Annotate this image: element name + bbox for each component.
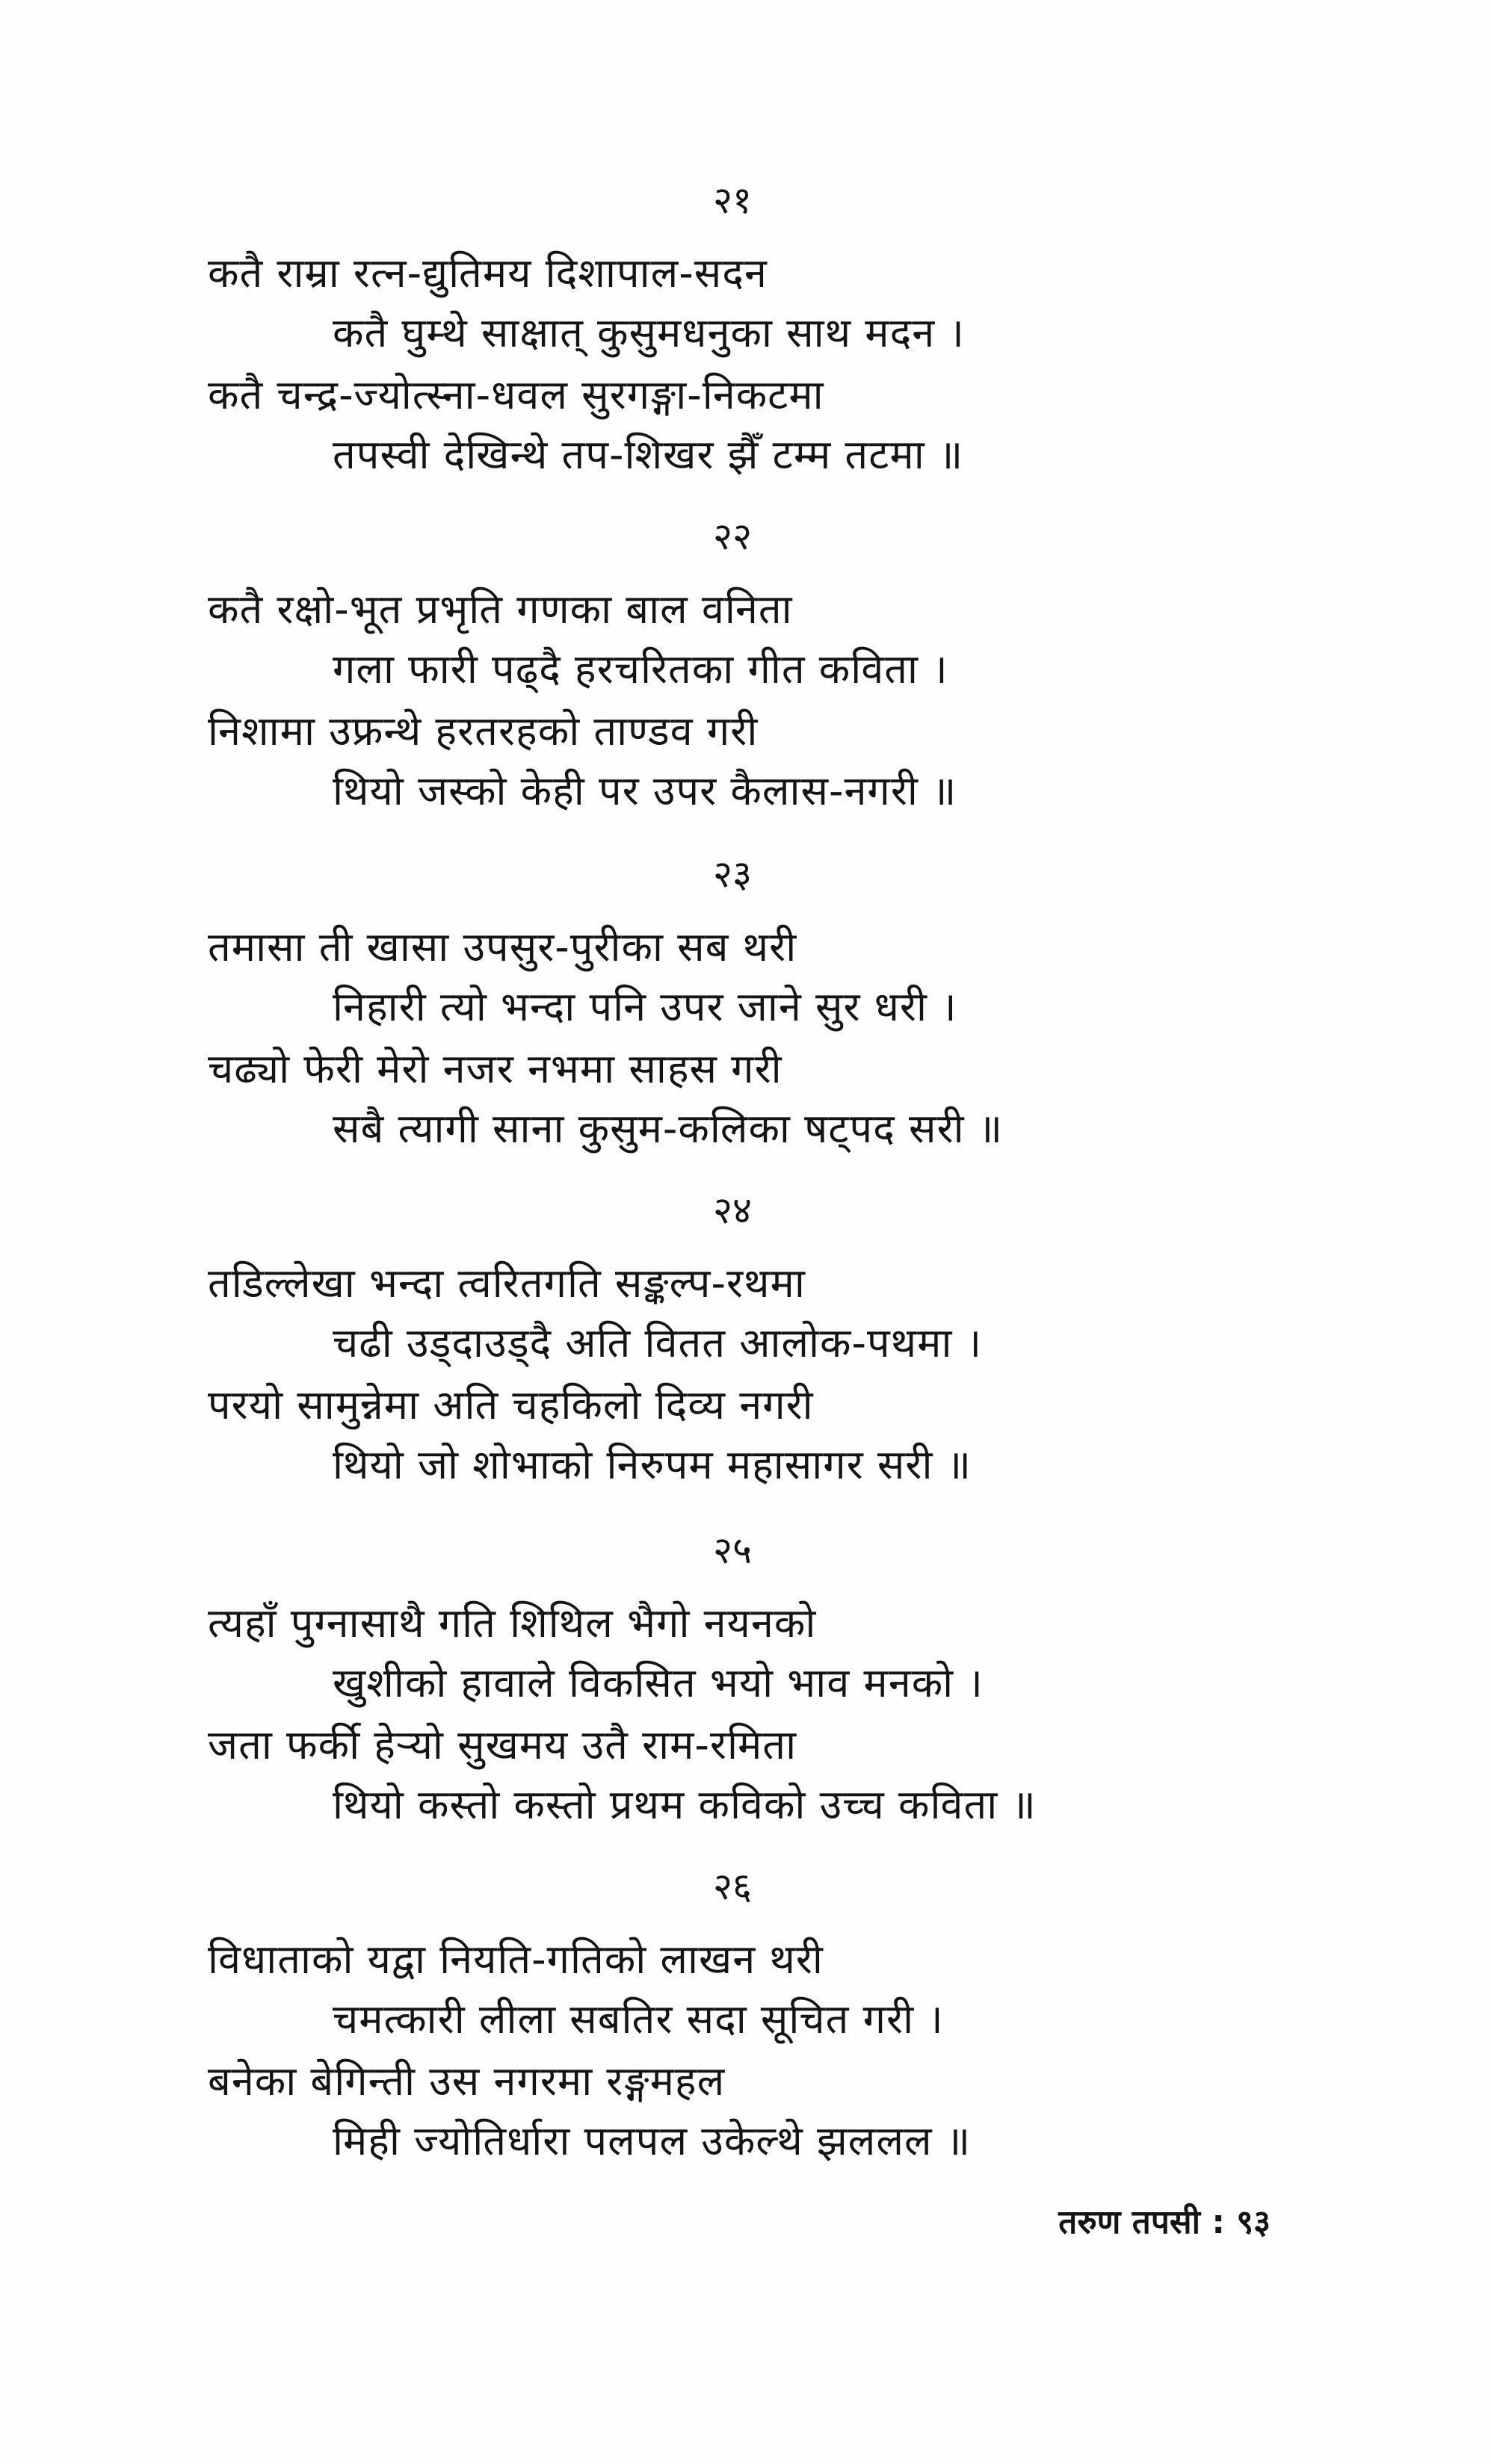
verse-line: जता फर्की हेर्‍यो सुखमय उतै राम-रमिता <box>208 1721 797 1768</box>
verse-line: त्यहाँ पुग्नासाथै गति शिथिल भैगो नयनको <box>208 1600 817 1647</box>
stanza-number: २१ <box>713 179 752 222</box>
verse-line: सबै त्यागी साना कुसुम-कलिका षट्पद सरी ॥ <box>333 1105 1004 1152</box>
verse-line: विधाताको यद्वा नियति-गतिको लाखन थरी <box>208 1936 824 1983</box>
verse-line: तमासा ती खासा उपसुर-पुरीका सब थरी <box>208 923 797 971</box>
verse-line: बनेका बेगिन्ती उस नगरमा रङ्गमहल <box>208 2058 726 2105</box>
stanza-number: २४ <box>713 1189 752 1232</box>
verse-line: चमत्कारी लीला सबतिर सदा सूचित गरी । <box>333 1996 944 2043</box>
verse-line: तपस्वी देखिन्थे तप-शिखर झैँ टम्म तटमा ॥ <box>333 431 964 478</box>
verse-line: चढ्यो फेरी मेरो नजर नभमा साहस गरी <box>208 1045 782 1092</box>
verse-line: खुशीको हावाले विकसित भयो भाव मनको । <box>333 1659 984 1706</box>
verse-line: परयो सामुन्नेमा अति चहकिलो दिव्य नगरी <box>208 1381 814 1428</box>
verse-line: निहारी त्यो भन्दा पनि उपर जाने सुर धरी । <box>333 983 957 1030</box>
verse-line: थियो जो शोभाको निरुपम महासागर सरी ॥ <box>333 1441 972 1488</box>
verse-line: कतै चन्द्र-ज्योत्स्ना-धवल सुरगङ्गा-निकटमा <box>208 371 824 418</box>
page-footer: तरुण तपसी : ९३ <box>1058 2203 1271 2241</box>
verse-line: मिही ज्योतिर्धारा पलपल उकेल्थे झललल ॥ <box>333 2117 972 2164</box>
verse-line: कतै रक्षो-भूत प्रभृति गणका बाल वनिता <box>208 586 793 633</box>
verse-line: थियो जस्को केही पर उपर कैलास-नगरी ॥ <box>333 767 957 814</box>
verse-line: निशामा उफ्रन्थे हरतरहको ताण्डव गरी <box>208 708 759 755</box>
stanza-number: २३ <box>713 852 752 896</box>
verse-line: गला फारी पढ्दै हरचरितका गीत कविता । <box>333 646 948 693</box>
verse-line: चढी उड्दाउड्दै अति वितत आलोक-पथमा । <box>333 1319 983 1366</box>
stanza-number: २५ <box>713 1529 752 1572</box>
stanza-number: २६ <box>713 1865 752 1908</box>
verse-line: थियो कस्तो कस्तो प्रथम कविको उच्च कविता ॥ <box>333 1781 1037 1828</box>
verse-line: तडिल्लेखा भन्दा त्वरितगति सङ्कल्प-रथमा <box>208 1260 806 1307</box>
verse-line: कतै घुम्थे साक्षात् कुसुमधनुका साथ मदन । <box>333 309 965 356</box>
stanza-number: २२ <box>713 515 752 558</box>
verse-line: कतै राम्रा रत्न-द्युतिमय दिशापाल-सदन <box>208 250 768 297</box>
